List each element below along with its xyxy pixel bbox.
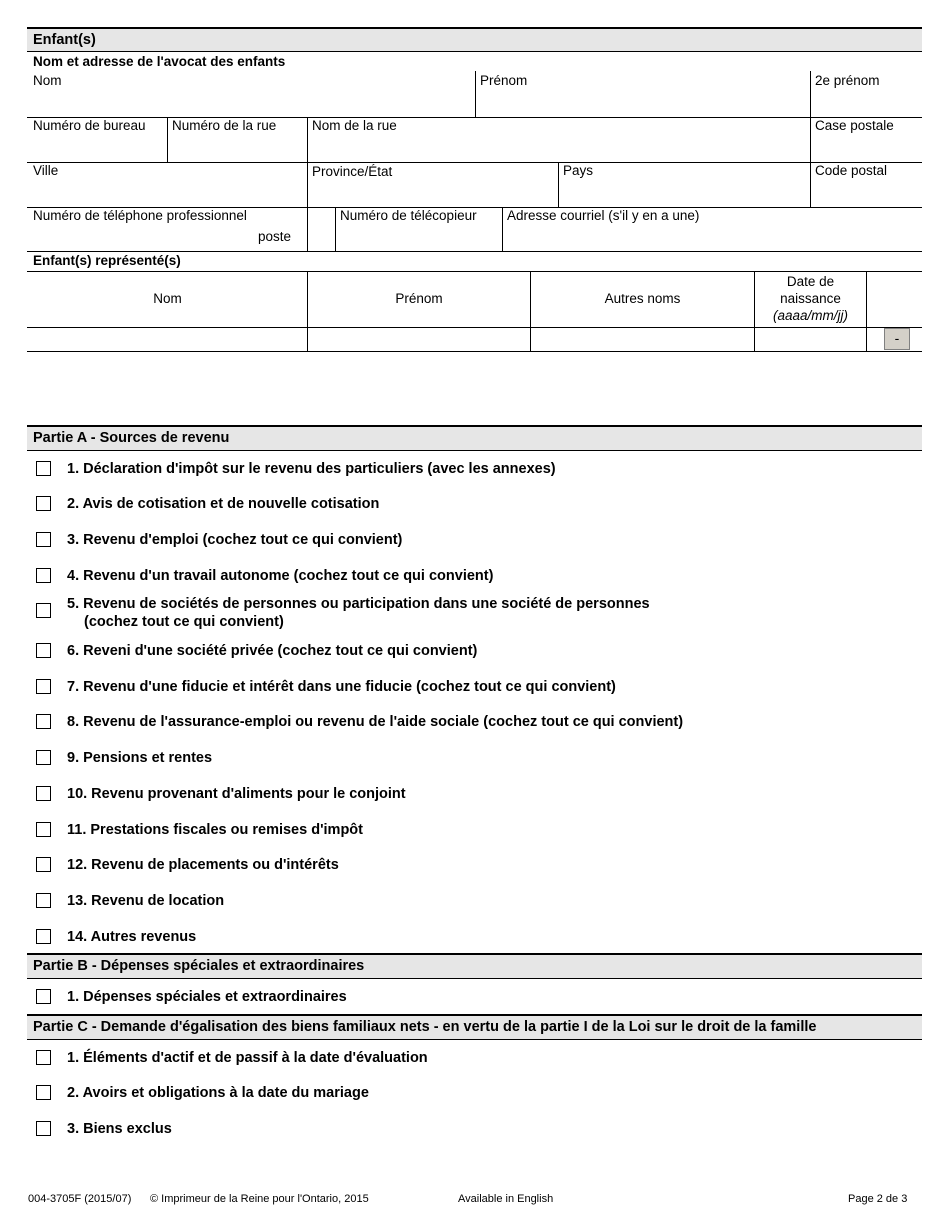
pays-field[interactable] (559, 181, 809, 206)
checkbox[interactable] (36, 822, 51, 837)
item-label: 1. Éléments d'actif et de passif à la date d'évaluation (67, 1050, 428, 1066)
checkbox[interactable] (36, 1085, 51, 1100)
item-label: 13. Revenu de location (67, 893, 225, 909)
form-number: 004-3705F (2015/07) (28, 1193, 132, 1205)
partie-a-title: Partie A - Sources de revenu (33, 430, 230, 446)
checkbox[interactable] (36, 989, 51, 1004)
numero-bureau-label: Numéro de bureau (33, 118, 146, 133)
telephone-label: Numéro de téléphone professionnel (33, 208, 247, 223)
item-label: 11. Prestations fiscales ou remises d'impôt (67, 822, 363, 838)
item-label: 6. Reveni d'une société privée (cochez tout ce qui convient) (67, 643, 478, 659)
checkbox[interactable] (36, 679, 51, 694)
numero-rue-field[interactable] (168, 136, 306, 161)
item-label: 9. Pensions et rentes (67, 750, 213, 766)
item-label: 2. Avoirs et obligations à la date du mariage (67, 1085, 369, 1101)
item-label: 2. Avis de cotisation et de nouvelle cotisation (67, 496, 380, 512)
checkbox[interactable] (36, 786, 51, 801)
item-label-continued: (cochez tout ce qui convient) (84, 614, 284, 630)
province-field[interactable] (308, 181, 557, 206)
col-header-autres-noms: Autres noms (604, 291, 681, 306)
telecopieur-label: Numéro de télécopieur (340, 208, 477, 223)
checkbox[interactable] (36, 714, 51, 729)
page-number: Page 2 de 3 (848, 1193, 908, 1205)
checkbox[interactable] (36, 1121, 51, 1136)
item-label: 14. Autres revenus (67, 929, 197, 945)
rule (27, 450, 922, 451)
nom-label: Nom (33, 73, 62, 88)
checkbox[interactable] (36, 643, 51, 658)
courriel-label: Adresse courriel (s'il y en a une) (507, 208, 700, 223)
telecopieur-field[interactable] (336, 226, 501, 250)
children-header-band (27, 29, 922, 51)
rule (27, 117, 922, 118)
nom-rue-field[interactable] (308, 136, 809, 161)
item-label: 12. Revenu de placements ou d'intérêts (67, 857, 339, 873)
rule (27, 162, 922, 163)
item-label: 10. Revenu provenant d'aliments pour le conjoint (67, 786, 406, 802)
rule (27, 351, 922, 352)
checkbox[interactable] (36, 568, 51, 583)
rule (866, 271, 867, 352)
nom-field[interactable] (28, 90, 474, 116)
available-in-english: Available in English (458, 1193, 554, 1205)
rule (27, 978, 922, 979)
child-nom-cell[interactable] (28, 328, 306, 351)
rule (27, 271, 922, 272)
child-date-naissance-cell[interactable] (755, 328, 865, 351)
col-header-date-line2: naissance (780, 291, 841, 306)
remove-child-button[interactable]: - (884, 328, 910, 350)
numero-bureau-field[interactable] (28, 136, 166, 161)
item-label: 4. Revenu d'un travail autonome (cochez tout ce qui convient) (67, 568, 494, 584)
checkbox[interactable] (36, 857, 51, 872)
col-header-prenom: Prénom (395, 291, 443, 306)
checkbox[interactable] (36, 496, 51, 511)
rule (27, 1039, 922, 1040)
nom-rue-label: Nom de la rue (312, 118, 397, 133)
item-label: 7. Revenu d'une fiducie et intérêt dans une fiducie (cochez tout ce qui convient) (67, 679, 616, 695)
checkbox[interactable] (36, 603, 51, 618)
checkbox[interactable] (36, 1050, 51, 1065)
deuxieme-prenom-field[interactable] (811, 90, 921, 116)
code-postal-label: Code postal (815, 163, 888, 178)
pays-label: Pays (563, 163, 594, 178)
checkbox[interactable] (36, 750, 51, 765)
province-label: Province/État (312, 164, 393, 179)
numero-rue-label: Numéro de la rue (172, 118, 277, 133)
children-section-title: Enfant(s) (33, 32, 96, 48)
rule (27, 251, 922, 252)
partie-c-title: Partie C - Demande d'égalisation des biens familiaux nets - en vertu de la partie I de la Loi sur le droit de la famille (33, 1019, 817, 1035)
case-postale-label: Case postale (815, 118, 894, 133)
ville-label: Ville (33, 163, 59, 178)
courriel-field[interactable] (503, 226, 921, 250)
item-label: 3. Revenu d'emploi (cochez tout ce qui convient) (67, 532, 403, 548)
prenom-field[interactable] (476, 90, 809, 116)
checkbox[interactable] (36, 461, 51, 476)
lawyer-heading: Nom et adresse de l'avocat des enfants (33, 54, 286, 69)
checkbox[interactable] (36, 532, 51, 547)
checkbox[interactable] (36, 893, 51, 908)
col-header-nom: Nom (153, 291, 182, 306)
child-prenom-cell[interactable] (308, 328, 529, 351)
ville-field[interactable] (28, 181, 306, 206)
case-postale-field[interactable] (811, 136, 921, 161)
partie-b-title: Partie B - Dépenses spéciales et extraordinaires (33, 958, 365, 974)
telephone-field[interactable] (28, 226, 254, 250)
col-header-date-line1: Date de (786, 274, 835, 289)
item-label: 8. Revenu de l'assurance-emploi ou revenu de l'aide sociale (cochez tout ce qui convient) (67, 714, 684, 730)
item-label: 5. Revenu de sociétés de personnes ou participation dans une société de personnes (67, 596, 650, 612)
represented-heading: Enfant(s) représenté(s) (33, 253, 181, 268)
prenom-label: Prénom (480, 73, 528, 88)
code-postal-field[interactable] (811, 181, 921, 206)
item-label: 1. Déclaration d'impôt sur le revenu des particuliers (avec les annexes) (67, 461, 556, 477)
deuxieme-prenom-label: 2e prénom (815, 73, 880, 88)
item-label: 1. Dépenses spéciales et extraordinaires (67, 989, 347, 1005)
col-header-date-line3: (aaaa/mm/jj) (772, 308, 848, 323)
child-autres-noms-cell[interactable] (531, 328, 753, 351)
poste-label: poste (258, 229, 292, 244)
checkbox[interactable] (36, 929, 51, 944)
item-label: 3. Biens exclus (67, 1121, 172, 1137)
copyright: © Imprimeur de la Reine pour l'Ontario, 2015 (150, 1193, 369, 1205)
rule (27, 51, 922, 52)
